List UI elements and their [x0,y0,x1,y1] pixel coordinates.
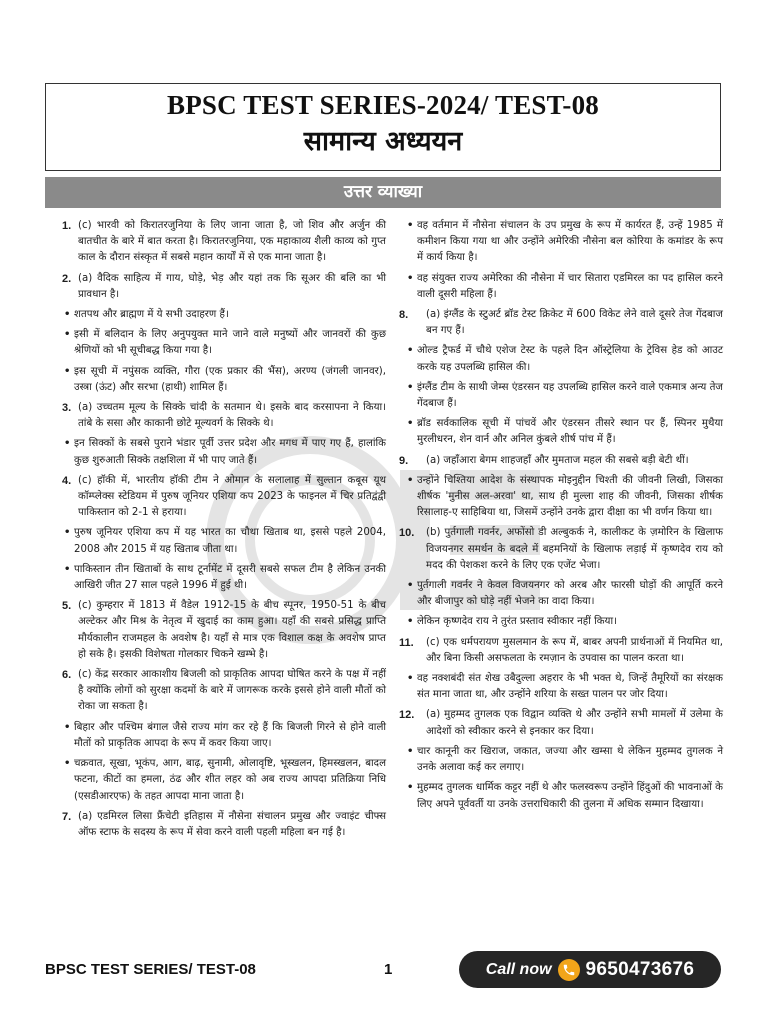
question-number: 5. [62,600,72,613]
item-text: (c) केंद्र सरकार आकाशीय बिजली को प्राकृतिक आपदा घोषित करने के पक्ष में नहीं है क्योंकि लोगों को सुरक्षा कदमों के बारे में जागरूक करके इससे होने वाली मौतों को रोका जा सकता है। [78,669,386,713]
item-text: इन सिक्कों के सबसे पुराने भंडार पूर्वी उत्तर प्रदेश और मगध में पाए गए हैं, हालांकि कुछ शुरुआती सिक्के तक्षशिला में भी पाए जाते हैं। [74,438,386,466]
bullet-icon: • [64,365,71,377]
item-text: ब्रॉड सर्वकालिक सूची में पांचवें और एंडरसन तीसरे स्थान पर हैं, स्पिनर मुथैया मुरलीधरन, शेन वार्न और अनिल कुंबले शीर्ष पांच में हैं। [417,418,723,446]
phone-number: 9650473676 [585,958,695,980]
bullet-point [407,271,723,303]
item-text: पुरुष जूनियर एशिया कप में यह भारत का चौथा खिताब था, इससे पहले 2004, 2008 और 2015 में यह खिताब जीता था। [74,527,386,555]
bullet-icon: • [64,721,71,733]
answer-item [399,307,723,339]
item-text: चार कानूनी कर खिराज, जकात, जज्या और खम्सा थे लेकिन मुहम्मद तुगलक ने उनके अलावा कई कर लगाए। [417,745,723,774]
item-text: (a) इंग्लैंड के स्टुअर्ट ब्रॉड टेस्ट क्रिकेट में 600 विकेट लेने वाले दूसरे तेज गेंदबाज बन गए हैं। [426,309,723,337]
item-text: (a) उच्चतम मूल्य के सिक्के चांदी के सतमान थे। इसके बाद करसापना ने किया। तांबे के ससा और काकानी छोटे मूल्यवर्ग के सिक्के थे। [78,402,386,430]
answer-item [64,667,386,716]
item-text: वह वर्तमान में नौसेना संचालन के उप प्रमुख के रूप में कार्यरत हैं, उन्हें 1985 में कमीशन किया गया था और उन्होंने अमेरिकी नौसेना बल कोरिया के कमांडर के रूप में कार्य किया है। [417,220,723,264]
item-text: (a) वैदिक साहित्य में गाय, घोड़े, भेड़ और यहां तक कि सूअर की बलि का भी प्रावधान है। [78,272,386,300]
item-text: पाकिस्तान तीन खिताबों के साथ टूर्नामेंट में दूसरी सबसे सफल टीम है लेकिन उनकी आखिरी जीत 27 साल पहले 1996 में हुई थी। [74,563,386,592]
footer-series-label: BPSC TEST SERIES/ TEST-08 [45,961,256,978]
answer-item [64,809,386,841]
answer-item [64,473,386,522]
answer-item [399,453,723,469]
item-text: ओल्ड ट्रैफर्ड में चौथे एशेज टेस्ट के पहले दिन ऑस्ट्रेलिया के ट्रेविस हेड को आउट करके यह उपलब्धि हासिल की। [417,345,723,373]
item-text: (a) एडमिरल लिसा फ्रैंचेटी इतिहास में नौसेना संचालन प्रमुख और ज्वाइंट चीफ्स ऑफ स्टाफ के सदस्य के रूप में सेवा करने वाली पहली महिला बन गई है। [78,810,386,838]
answer-item [64,400,386,432]
bullet-point [407,380,723,412]
item-text: (c) भारवी को किरातरजुनिया के लिए जाना जाता है, जो शिव और अर्जुन की बातचीत के बारे में बात करता है। किरातरजुनिया, एक महाकाव्य शैली काव्य को गुप्त काल के दौरान संस्कृत में सबसे महान कार्यों में से एक माना जाता है। [78,220,386,264]
item-text: उन्होंने चिश्तिया आदेश के संस्थापक मोइनुद्दीन चिश्ती की जीवनी लिखी, जिसका शीर्षक 'मुनीस अल-अरवा' था, साथ ही मुल्ला शाह की जीवनी, जिसका शीर्षक रिसालाह-ए साहिबिया था, जिसमें उन्होंने उनके द्वारा दीक्षा का भी वर्णन किया था। [417,474,723,519]
bullet-point [407,343,723,375]
right-column [399,218,723,817]
bullet-icon: • [407,220,414,231]
bullet-icon: • [64,527,71,539]
question-number: 9. [399,454,409,467]
phone-icon [558,959,580,981]
question-number: 4. [62,474,72,487]
bullet-point [407,578,723,610]
bullet-icon: • [407,272,414,284]
page-subtitle: सामान्य अध्ययन [303,126,463,157]
answer-item [64,218,386,267]
bullet-icon: • [407,673,414,685]
bullet-point [407,416,723,448]
item-text: चक्रवात, सूखा, भूकंप, आग, बाढ़, सुनामी, ओलावृष्टि, भूस्खलन, हिमस्खलन, बादल फटना, कीटों का हमला, ठंढ और शीत लहर को अब राज्य आपदा प्रतिक्रिया निधि (एसडीआरएफ) के तहत आपदा माना जाता है। [74,758,386,802]
item-text: इंग्लैंड टीम के साथी जेम्स एंडरसन यह उपलब्धि हासिल करने वाले एकमात्र अन्य तेज गेंदबाज हैं। [417,381,723,410]
bullet-icon: • [64,563,71,575]
bullet-point [407,780,723,812]
item-text: इसी में बलिदान के लिए अनुपयुक्त माने जाने वाले मनुष्यों और जानवरों की कुछ श्रेणियों को भी सूचीबद्ध किया गया है। [74,329,386,357]
answer-item [399,635,723,667]
bullet-point [64,436,386,468]
bullet-icon: • [407,345,414,357]
bullet-point [64,756,386,805]
answer-item [64,271,386,303]
answer-item [64,598,386,663]
item-text: बिहार और पश्चिम बंगाल जैसे राज्य मांग कर रहे हैं कि बिजली गिरने से होने वाली मौतों को प्राकृतिक आपदा के रूप में कवर किया जाए। [74,721,386,749]
bullet-point [64,720,386,752]
question-number: 8. [399,309,409,322]
question-number: 2. [62,272,72,285]
bullet-icon: • [407,381,414,393]
bullet-icon: • [407,580,414,592]
call-now-button[interactable] [459,951,721,988]
bullet-icon: • [64,329,71,341]
item-text: (c) एक धर्मपरायण मुसलमान के रूप में, बाबर अपनी प्रार्थनाओं में नियमित था, और बिना किसी असफलता के रमज़ान के उपवास का पालन करता था। [426,636,723,664]
bullet-point [407,614,723,630]
bullet-point [64,525,386,557]
question-number: 7. [62,810,72,823]
bullet-point [407,671,723,703]
question-number: 3. [62,402,72,415]
page-title: BPSC TEST SERIES-2024/ TEST-08 [167,90,599,120]
answer-item [399,707,723,739]
left-column [64,218,386,845]
bullet-point [407,744,723,776]
page-number: 1 [384,961,393,978]
bullet-point [407,218,723,267]
item-text: इस सूची में नपुंसक व्यक्ति, गौरा (एक प्रकार की भैंस), अरण्य (जंगली जानवर), उस्त्रा (ऊंट) और सरभा (हाथी) शामिल हैं। [74,365,386,393]
section-banner: उत्तर व्याख्या [45,177,721,208]
bullet-icon: • [407,782,414,794]
item-text: लेकिन कृष्णदेव राय ने तुरंत प्रस्ताव स्वीकार नहीं किया। [417,616,617,628]
bullet-point [64,327,386,359]
question-number: 6. [62,669,72,682]
question-number: 10. [399,527,415,540]
bullet-point [64,562,386,594]
item-text: (a) जहाँआरा बेगम शाहजहाँ और मुमताज महल की सबसे बड़ी बेटी थीं। [426,454,689,466]
call-now-label: Call now [485,960,552,978]
item-text: (c) हॉकी में, भारतीय हॉकी टीम ने ओमान के सलालाह में सुल्तान कबूस यूथ कॉम्प्लेक्स स्टेडियम में पुरुष जूनियर एशिया कप 2023 के फाइनल में चिर प्रतिद्वंद्वी पाकिस्तान को 2-1 से हराया। [78,474,386,519]
bullet-icon: • [64,309,71,321]
item-text: वह नक्शबंदी संत शेख उबैदुल्ला अहरार के भी भक्त थे, जिन्हें तैमूरियों का संरक्षक संत माना जाता था, और उन्होंने शरिया के सख्त पालन पर जोर दिया। [417,673,723,701]
item-text: (b) पुर्तगाली गवर्नर, अफोंसो डी अल्बुकर्क ने, कालीकट के ज़मोरिन के खिलाफ विजयनगर समर्थन के बदले में बहमनियों के खिलाफ लड़ाई में कृष्णदेव राय को मदद की पेशकश करने के लिए एक एजेंट भेजा। [426,527,723,571]
item-text: शतपथ और ब्राह्मण में ये सभी उदाहरण हैं। [74,309,229,321]
bullet-point [64,307,386,323]
item-text: पुर्तगाली गवर्नर ने केवल विजयनगर को अरब और फारसी घोड़ों की आपूर्ति करने और बीजापुर को घोड़े नहीं भेजने का वादा किया। [417,580,723,608]
bullet-icon: • [407,616,414,628]
bullet-icon: • [64,758,71,770]
answer-item [399,525,723,574]
bullet-icon: • [407,745,414,757]
bullet-point [64,364,386,396]
header-box [45,83,721,171]
item-text: (c) कुम्हरार में 1813 में वैडेल 1912-15 के बीच स्पूनर, 1950-51 के बीच अल्टेकर और मिश्र के नेतृत्व में खुदाई का काम हुआ। यहाँ की सबसे प्रसिद्ध प्राप्ति मौर्यकालीन राजमहल के अवशेष है। यहाँ से मात्र एक विशाल कक्ष के अवशेष प्राप्त हो सके है। इसकी विशेषता गोलकार चिकने खम्भे है। [78,600,386,660]
item-text: (a) मुहम्मद तुगलक एक विद्वान व्यक्ति थे और उन्होंने सभी मामलों में उलेमा के आदेशों को स्वीकार करने से इनकार कर दिया। [426,709,723,737]
bullet-icon: • [407,474,414,486]
question-number: 11. [399,636,414,649]
item-text: वह संयुक्त राज्य अमेरिका की नौसेना में चार सितारा एडमिरल का पद हासिल करने वाली दूसरी महिला हैं। [417,272,723,300]
item-text: मुहम्मद तुगलक धार्मिक कट्टर नहीं थे और फलस्वरूप उन्होंने हिंदुओं की भावनाओं के लिए अपने पूर्ववर्ती या उनके उत्तराधिकारी की तुलना में अधिक सम्मान दिखाया। [417,782,723,810]
question-number: 1. [62,220,72,232]
bullet-icon: • [407,418,414,430]
bullet-point [407,473,723,522]
bullet-icon: • [64,438,71,450]
question-number: 12. [399,709,415,722]
